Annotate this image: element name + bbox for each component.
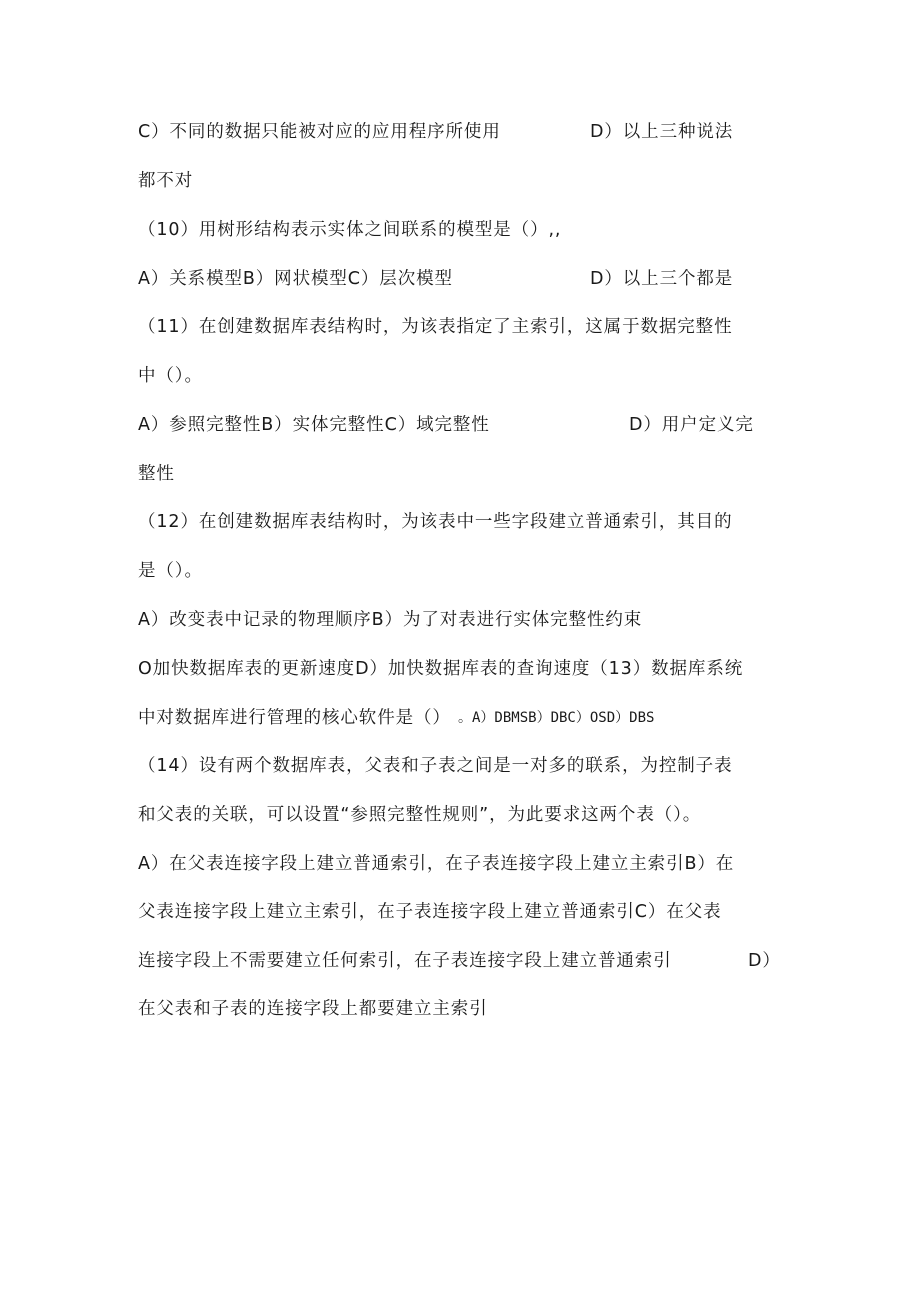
q11-stem-line1: （11）在创建数据库表结构时，为该表指定了主索引，这属于数据完整性 — [138, 317, 733, 337]
q9-options-line — [138, 117, 783, 147]
q11-option-d: D）用户定义完 — [629, 415, 754, 435]
q9-option-d-continuation: 都不对 — [138, 171, 194, 191]
q12-options-cd-q13-stem: O加快数据库表的更新速度D）加快数据库表的查询速度（13）数据库系统 — [138, 659, 744, 679]
q10-options-line — [138, 264, 783, 294]
q14-stem-line2: 和父表的关联，可以设置“参照完整性规则”，为此要求这两个表（）。 — [138, 805, 702, 825]
q9-option-c: C）不同的数据只能被对应的应用程序所使用 — [138, 122, 501, 142]
q13-line — [138, 703, 783, 733]
q11-options-abc: A）参照完整性B）实体完整性C）域完整性 — [138, 415, 490, 435]
q11-option-d-continuation: 整性 — [138, 464, 175, 484]
q11-stem-line2: 中（）。 — [138, 366, 203, 386]
q13-options: 。A）DBMSB）DBC）OSD）DBS — [458, 710, 655, 726]
q12-stem-line2: 是（）。 — [138, 561, 203, 581]
q10-stem: （10）用树形结构表示实体之间联系的模型是（）,, — [138, 220, 562, 240]
q14-option-b: 父表连接字段上建立主索引，在子表连接字段上建立普通索引C）在父表 — [138, 902, 722, 922]
q10-options-abc: A）关系模型B）网状模型C）层次模型 — [138, 269, 453, 289]
q14-option-c: 连接字段上不需要建立任何索引，在子表连接字段上建立普通索引 — [138, 951, 672, 971]
q10-option-d: D）以上三个都是 — [590, 269, 734, 289]
q14-stem-line1: （14）设有两个数据库表，父表和子表之间是一对多的联系，为控制子表 — [138, 756, 733, 776]
q14-option-d: 在父表和子表的连接字段上都要建立主索引 — [138, 999, 488, 1019]
q14-option-c-line — [138, 946, 783, 976]
q12-stem-line1: （12）在创建数据库表结构时，为该表中一些字段建立普通索引，其目的 — [138, 512, 733, 532]
q14-option-d-label: D） — [748, 951, 781, 971]
q12-options-ab: A）改变表中记录的物理顺序B）为了对表进行实体完整性约束 — [138, 610, 643, 630]
q11-options-line — [138, 410, 783, 440]
q9-option-d: D）以上三种说法 — [590, 122, 734, 142]
q13-stem-continuation: 中对数据库进行管理的核心软件是（） — [138, 708, 451, 728]
q14-option-a: A）在父表连接字段上建立普通索引，在子表连接字段上建立主索引B）在 — [138, 854, 735, 874]
